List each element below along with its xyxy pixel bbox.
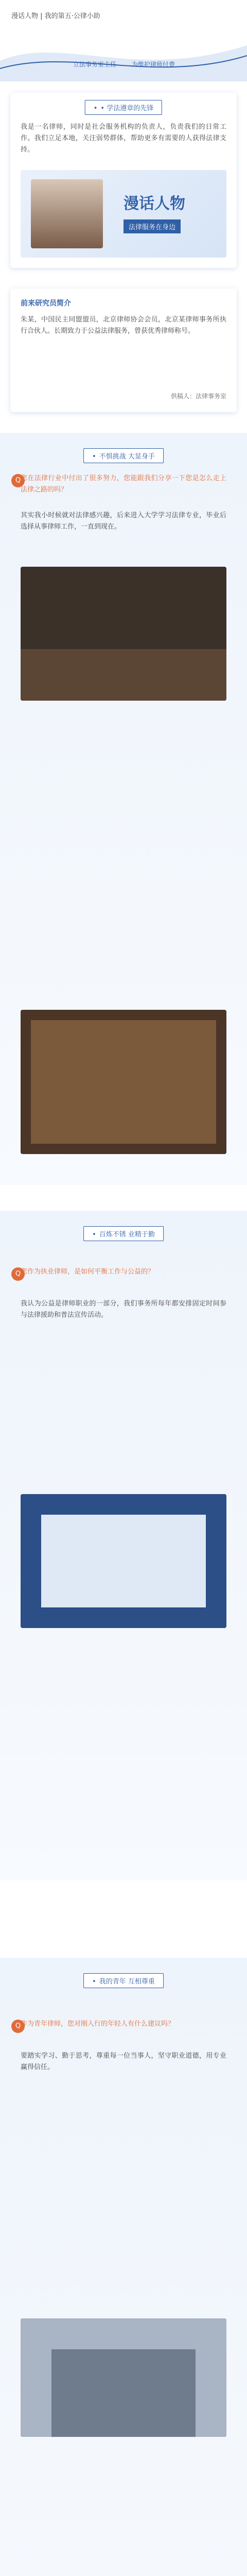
question-text: 作为青年律师，您对刚入行的年轻人有什么建议吗？ [21,2020,175,2028]
header-swoosh-decoration [0,25,247,81]
bio-card [10,289,237,412]
section-pill-diligence: • 百炼不锈 业精于勤 [83,1226,164,1241]
page-title: 漫话人物 | 我的第五·公律小助 [11,12,100,20]
question-text: 您在法律行业中付出了很多努力，您能跟我们分享一下您是怎么走上法律之路的吗？ [21,474,226,494]
intro-body: 我是一名律师，同时是社会服务机构的负责人，负责我们的日常工作。我们立足本地，关注弱势群体，帮助更多有需要的人获得法律支持。 [21,123,226,154]
section-pill-challenge: • 不惧挑战 大显身手 [83,448,164,463]
header-tags [73,60,188,69]
intro-banner [21,170,226,258]
screen-photo [21,1494,226,1628]
question-marker: Q [11,474,25,487]
section-pill-youth: • 我的青年 互相尊重 [83,1973,164,1988]
intro-card [10,93,237,268]
bio-sign: 供稿人：法律事务室 [170,393,226,400]
header-tag: 为维护律师付费 [131,61,175,68]
intro-kicker: • • 学法遵章的先锋 [85,100,162,115]
bio-heading: 前来研究员简介 [21,299,71,308]
header-tag: 立法事务室主任 [73,61,117,68]
answer-text: 我认为公益是律师职业的一部分，我们事务所每年都安排固定时间参与法律援助和普法宣传活动。 [21,1300,226,1319]
building-photo [21,2318,226,2437]
court-photo [21,567,226,701]
portrait-photo [31,179,103,248]
question-text: 您作为执业律师，是如何平衡工作与公益的？ [21,1268,155,1276]
answer-text: 其实我小时候就对法律感兴趣，后来进入大学学习法律专业，毕业后选择从事律师工作，一直到现在。 [21,512,226,531]
bio-body: 朱某，中国民主同盟盟员，北京律师协会会员，北京某律师事务所执行合伙人。长期致力于公益法律服务，曾获优秀律师称号。 [21,316,226,335]
question-marker: Q [11,1267,25,1281]
intro-badge-sub: 法律服务在身边 [123,219,181,233]
library-photo [21,1010,226,1154]
intro-badge: 漫话人物 [123,195,185,213]
page-header [0,0,247,82]
answer-text: 要踏实学习、勤于思考，尊重每一位当事人，坚守职业道德，用专业赢得信任。 [21,2052,226,2072]
question-marker: Q [11,2020,25,2033]
